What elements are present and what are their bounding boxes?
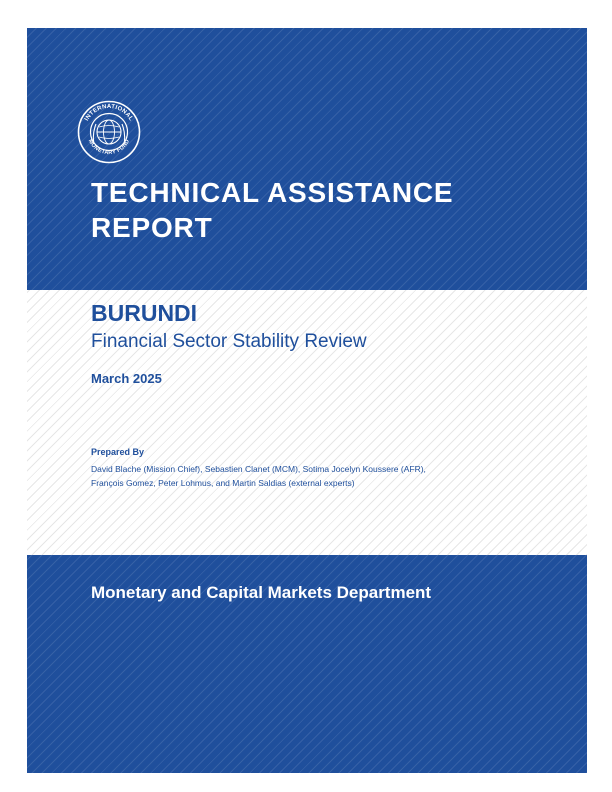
- authors-line: François Gomez, Peter Lohmus, and Martin Saldias (external experts): [91, 478, 355, 488]
- report-subject: Financial Sector Stability Review: [91, 331, 367, 352]
- imf-seal-icon: [77, 100, 141, 164]
- svg-text:MONETARY FUND: MONETARY FUND: [86, 138, 132, 157]
- authors-list: [91, 462, 579, 490]
- country-name: BURUNDI: [91, 300, 198, 326]
- authors-line: David Blache (Mission Chief), Sebastien Clanet (MCM), Sotima Jocelyn Koussere (AFR),: [91, 464, 426, 474]
- svg-text:INTERNATIONAL: INTERNATIONAL: [84, 103, 134, 123]
- prepared-by-label: Prepared By: [91, 447, 145, 457]
- report-title: TECHNICAL ASSISTANCE REPORT: [91, 177, 454, 243]
- cover: [27, 28, 587, 773]
- department-name: Monetary and Capital Markets Department: [91, 583, 432, 602]
- report-date: March 2025: [91, 371, 162, 386]
